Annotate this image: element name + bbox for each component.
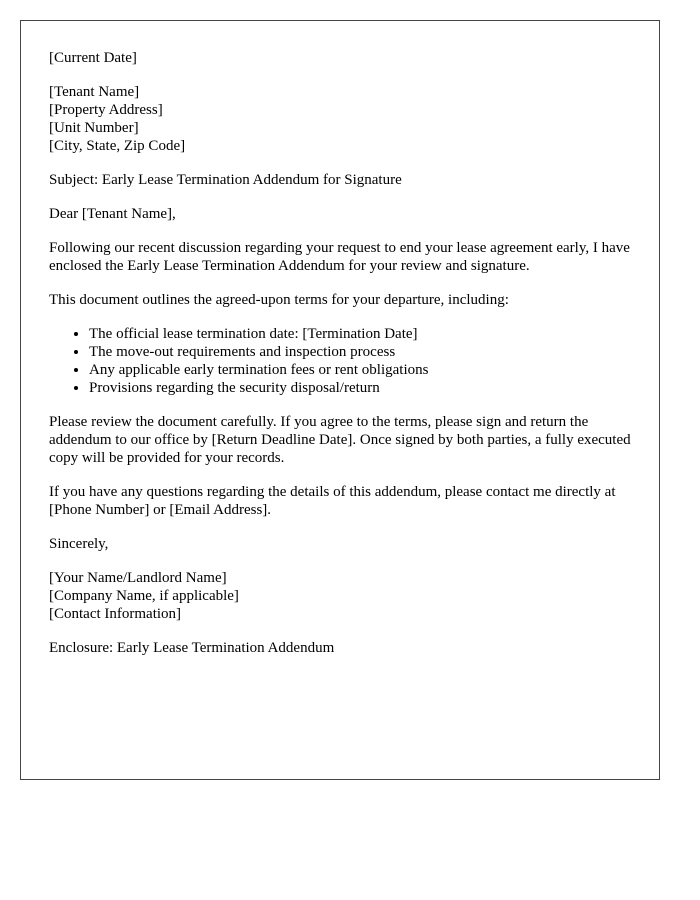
recipient-name: [Tenant Name]	[49, 84, 140, 100]
letter-closing: Sincerely,	[49, 536, 109, 552]
letter-page	[20, 20, 660, 780]
recipient-address-block	[49, 83, 631, 155]
terms-list-item: • The official lease termination date: [Termination Date]	[89, 325, 631, 343]
terms-list-item: • The move-out requirements and inspection process	[89, 343, 631, 361]
terms-list-item: • Any applicable early termination fees or rent obligations	[89, 361, 631, 379]
letter-paragraph-terms-intro: This document outlines the agreed-upon terms for your departure, including:	[49, 292, 509, 308]
letter-paragraph-contact: If you have any questions regarding the details of this addendum, please contact me directly at [Phone Number] or [Email Address].	[49, 484, 616, 518]
signature-company: [Company Name, if applicable]	[49, 588, 239, 604]
letter-paragraph-instructions: Please review the document carefully. If you agree to the terms, please sign and return the addendum to our office by [Return Deadline Date]. Once signed by both parties, a fully executed copy will be provided for your records.	[49, 414, 631, 466]
signature-block	[49, 569, 631, 623]
recipient-unit-number: [Unit Number]	[49, 120, 139, 136]
letter-date: [Current Date]	[49, 50, 137, 66]
recipient-city-state-zip: [City, State, Zip Code]	[49, 138, 186, 154]
signature-name: [Your Name/Landlord Name]	[49, 570, 227, 586]
letter-subject: Subject: Early Lease Termination Addendum for Signature	[49, 172, 402, 188]
letter-paragraph-intro: Following our recent discussion regarding your request to end your lease agreement early, I have enclosed the Early Lease Termination Addendum for your review and signature.	[49, 240, 630, 274]
signature-contact: [Contact Information]	[49, 606, 182, 622]
terms-list	[49, 325, 631, 397]
recipient-property-address: [Property Address]	[49, 102, 163, 118]
letter-salutation: Dear [Tenant Name],	[49, 206, 176, 222]
terms-list-item: • Provisions regarding the security disposal/return	[89, 379, 631, 397]
letter-enclosure: Enclosure: Early Lease Termination Addendum	[49, 640, 335, 656]
